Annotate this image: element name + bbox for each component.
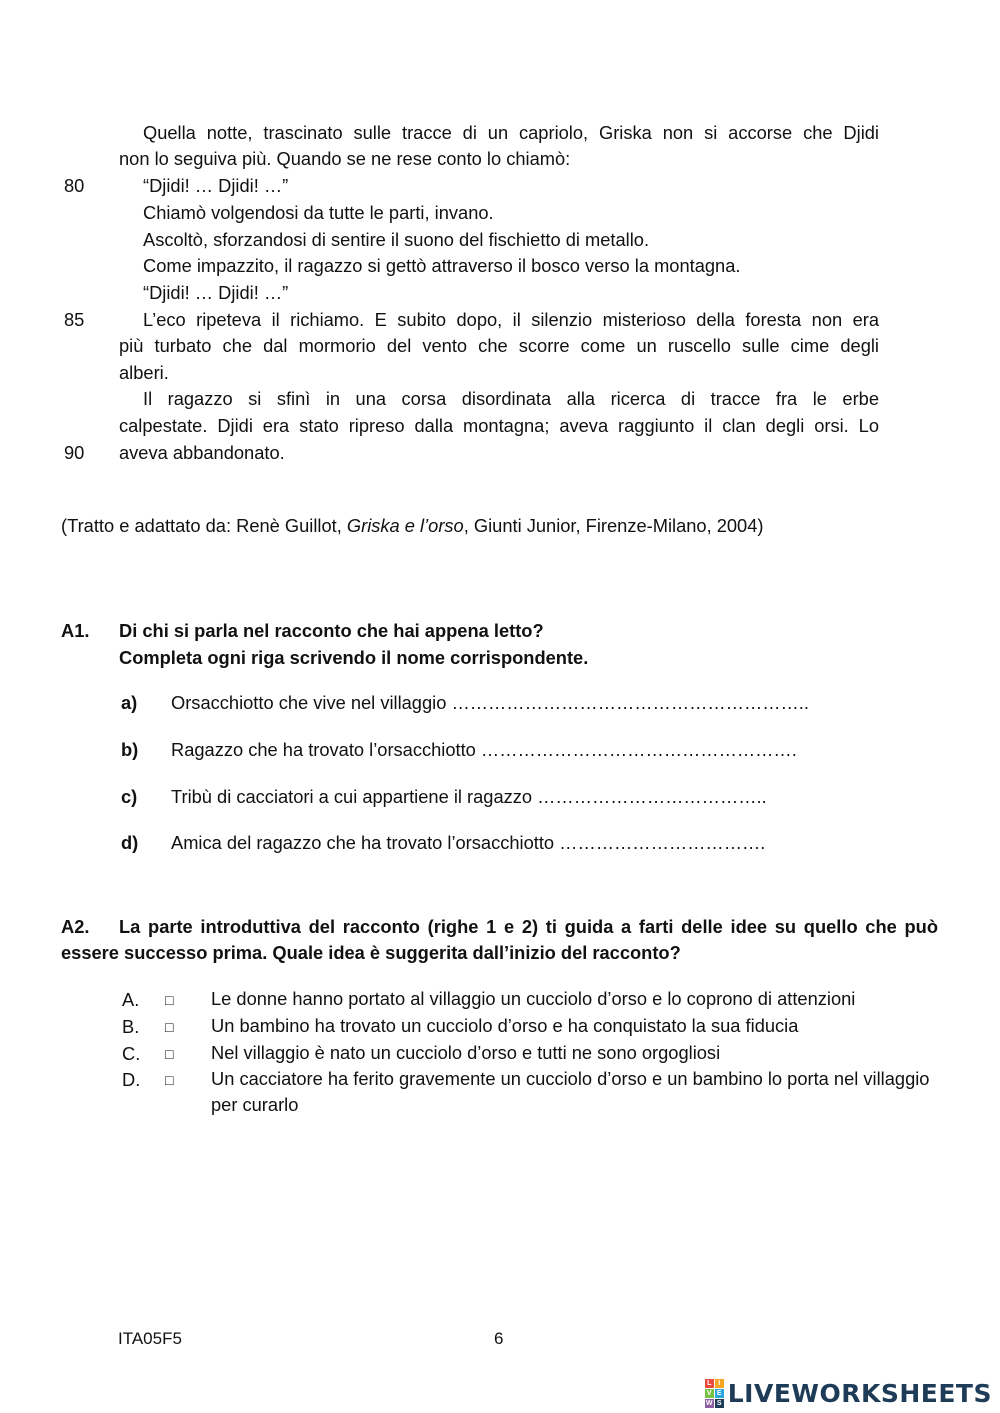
answer-line[interactable]: Amica del ragazzo che ha trovato l’orsacchiotto …………………………….	[171, 832, 766, 853]
option-text: Un bambino ha trovato un cucciolo d’orso e ha conquistato la sua fiducia	[211, 1015, 799, 1036]
option-checkbox[interactable]: □	[165, 992, 174, 1008]
line-number: 90	[64, 442, 85, 463]
passage-line: L’eco ripeteva il richiamo. E subito dopo, il silenzio misterioso della foresta non era	[143, 309, 879, 330]
passage-line: Ascoltò, sforzandosi di sentire il suono del fischietto di metallo.	[143, 229, 650, 250]
answer-line[interactable]: Ragazzo che ha trovato l’orsacchiotto …………………………………………….	[171, 739, 797, 760]
document-code: ITA05F5	[118, 1329, 182, 1348]
logo-tile: V	[705, 1389, 714, 1398]
option-text: Un cacciatore ha ferito gravemente un cucciolo d’orso e un bambino lo porta nel villaggio per curarlo	[211, 1068, 930, 1115]
passage-line: “Djidi! … Djidi! …”	[143, 282, 289, 303]
passage-line: aveva abbandonato.	[119, 442, 285, 463]
passage-line: non lo seguiva più. Quando se ne rese conto lo chiamò:	[119, 148, 571, 169]
passage-line: alberi.	[119, 362, 169, 383]
question-label: A2.	[61, 916, 90, 937]
option-letter: C.	[122, 1043, 141, 1064]
citation-prefix: (Tratto e adattato da: Renè Guillot,	[61, 515, 347, 536]
question-text-continued: essere successo prima. Quale idea è suggerita dall’inizio del racconto?	[61, 942, 681, 963]
page-number: 6	[494, 1329, 504, 1348]
option-checkbox[interactable]: □	[165, 1019, 174, 1035]
option-text: Nel villaggio è nato un cucciolo d’orso e tutti ne sono orgogliosi	[211, 1042, 721, 1063]
item-letter: d)	[121, 832, 139, 853]
option-letter: D.	[122, 1069, 141, 1090]
line-number: 85	[64, 309, 85, 330]
source-citation	[61, 514, 763, 538]
item-letter: c)	[121, 786, 138, 807]
option-checkbox[interactable]: □	[165, 1072, 174, 1088]
citation-title: Griska e l’orso	[346, 515, 464, 536]
answer-line[interactable]: Tribù di cacciatori a cui appartiene il ragazzo ………………………………..	[171, 786, 767, 807]
question-instruction: Completa ogni riga scrivendo il nome corrispondente.	[119, 647, 589, 668]
logo-tile: W	[705, 1399, 713, 1407]
option-letter: A.	[122, 989, 140, 1010]
passage-line: “Djidi! … Djidi! …”	[143, 175, 289, 196]
passage-line: Il ragazzo si sfinì in una corsa disordinata alla ricerca di tracce fra le erbe	[143, 388, 879, 409]
citation-suffix: , Giunti Junior, Firenze-Milano, 2004)	[463, 515, 764, 536]
question-text: Di chi si parla nel racconto che hai appena letto?	[119, 620, 544, 641]
brand-name: LIVEWORKSHEETS	[727, 1378, 992, 1408]
option-text: Le donne hanno portato al villaggio un cucciolo d’orso e lo coprono di attenzioni	[211, 988, 856, 1009]
option-letter: B.	[122, 1016, 140, 1037]
passage-line: più turbato che dal mormorio del vento che scorre come un ruscello sulle cime degli	[119, 335, 879, 356]
passage-line: Chiamò volgendosi da tutte le parti, invano.	[143, 202, 494, 223]
item-letter: a)	[121, 692, 138, 713]
option-checkbox[interactable]: □	[165, 1046, 174, 1062]
passage-line: Quella notte, trascinato sulle tracce di un capriolo, Griska non si accorse che Djidi	[143, 122, 879, 143]
logo-tile: S	[715, 1399, 724, 1408]
passage-line: calpestate. Djidi era stato ripreso dalla montagna; aveva raggiunto il clan degli orsi. Lo	[119, 415, 879, 436]
logo-tile: E	[715, 1389, 724, 1398]
line-number: 80	[64, 175, 85, 196]
logo-tile: L	[705, 1379, 714, 1388]
item-letter: b)	[121, 739, 139, 760]
question-text: La parte introduttiva del racconto (righe 1 e 2) ti guida a farti delle idee su quello che può	[119, 916, 938, 937]
liveworksheets-logo-icon	[705, 1379, 724, 1408]
passage-line: Come impazzito, il ragazzo si gettò attraverso il bosco verso la montagna.	[143, 255, 741, 276]
question-label: A1.	[61, 620, 90, 641]
answer-line[interactable]: Orsacchiotto che vive nel villaggio …………………………………………………..	[171, 692, 809, 713]
logo-tile: I	[715, 1379, 724, 1388]
liveworksheets-brand	[705, 1378, 992, 1408]
